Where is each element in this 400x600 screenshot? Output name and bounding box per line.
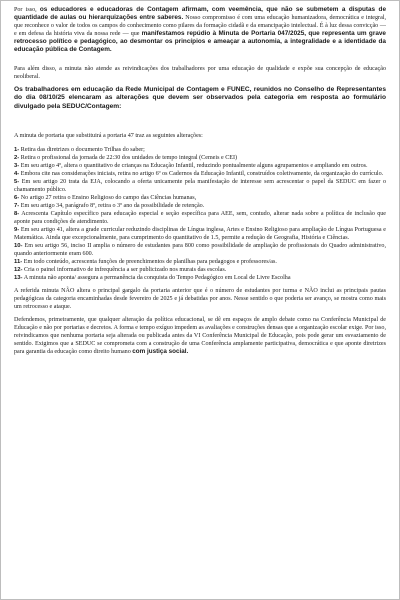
intro-lead: Por isso, (14, 7, 40, 13)
item-text: Em seu artigo 56, inciso II amplia o número de estudantes para 800 como possibilidade de ampliação de profissionais do Quadro administrativo, quando anteriormente eram 600. (14, 243, 386, 258)
item-text: Retira das diretrizes o documento Trilhas do saber; (19, 147, 145, 154)
item-text: Cria o painel informativo de infrequência a ser publicizado nos murais das escolas. (22, 267, 227, 274)
list-item (14, 178, 386, 194)
defense-text: Defendemos, primeiramente, que qualquer alteração da política educacional, se dê em espaços de amplo debate como na Conferência Municipal de Educação e não por portarias e decretos. A forma e tempo exíguo impedem as avaliações e construções densas que a organização escolar exige. Por isso, reivindicamos que nenhuma portaria seja alterada ou publicada antes da VI Conferência Municipal de Educação, pois pode gerar um esvaziamento de sentido. Exigimos que a SEDUC se comprometa com a construção de uma Conferência amplamente participativa, democrática e que aponte diretrizes para garantia da educação como direito humano (14, 317, 386, 356)
council-paragraph: Os trabalhadores em educação da Rede Municipal de Contagem e FUNEC, reunidos no Conselho de Representantes do dia 08/10/25 elencaram as alterações que devem ser observados pela categoria em resposta ao formulário divulgado pela SEDUC/Contagem: (14, 86, 386, 110)
defense-bold-end: com justiça social. (132, 348, 189, 356)
item-number: 2- (14, 155, 20, 162)
intro-bold-statement: os educadores e educadoras de Contagem afirmam, com veemência, que não se submetem a disputas de quantidade de aulas ou hierarquizações entre saberes. (14, 6, 386, 21)
item-text: Em todo conteúdo, acrescenta funções de preenchimentos de planilhas para pedagogos e professores/as. (22, 259, 277, 266)
item-text: Em seu artigo 41, altera a grade curricular reduzindo disciplinas de Língua inglesa, Artes e Ensino Religioso para ampliação de Língua Portuguesa e Matemática. Ainda que excepcionalmente, para cumprimento do quantitativo de 1.5, permite a redução de Geografia, História e Ciências. (14, 227, 386, 242)
changes-intro: A minuta de portaria que substituirá a portaria 47 traz as seguintes alterações: (14, 133, 203, 140)
item-number: 1- (14, 147, 20, 154)
item-number: 11- (14, 259, 23, 266)
item-text: Acrescenta Capítulo específico para educação especial e seção específica para AEE, sem, contudo, alterar nada sobre a política de inclusão que aponte para condições de atendimento. (14, 211, 386, 226)
item-text: Em seu artigo 20 trata da EJA, colocando a oferta unicamente pela manifestação de interesse sem acrescentar o papel da SEDUC em fazer o chamamento público. (14, 179, 386, 194)
list-item (14, 266, 386, 274)
item-number: 12- (14, 267, 23, 274)
intro-bold-repudio: manifestamos repúdio à Minuta de Portaria 047/2025, que representa um grave retrocesso político e pedagógico, ao desmontar os princípios e ameaçar a autonomia, a integralidade e a identidade da educação pública de Contagem. (14, 30, 386, 53)
item-number: 7- (14, 203, 20, 210)
item-number: 5- (14, 179, 20, 186)
item-text: A minuta não aponta/ assegura a permanência da conquista do Tempo Pedagógico em Local de Livre Escolha (22, 275, 291, 282)
gargalo-paragraph: A referida minuta NÃO altera o principal gargalo da portaria anterior que é o número de estudantes por turma e NÃO inclui as principais pautas pedagógicas da categoria encaminhadas desde fevereiro de 2025 e já debatidas por anos. Nesse sentido o que poderia ser avanço, se mostra como mais um retrocesso e ataque. (14, 288, 386, 311)
item-text: Em seu artigo 4º, altera o quantitativo de crianças na Educação Infantil, reduzindo pontualmente alguns agrupamentos e ampliando em outros. (19, 163, 368, 170)
list-item (14, 226, 386, 242)
item-number: 6- (14, 195, 20, 202)
item-text: Retira o profissional da jornada de 22:30 dos unidades de tempo integral (Cemeis e CEI) (19, 155, 238, 162)
list-item (14, 146, 386, 154)
list-item (14, 170, 386, 178)
item-number: 10- (14, 243, 23, 250)
list-item (14, 274, 386, 282)
list-item (14, 162, 386, 170)
intro-paragraph (14, 6, 386, 54)
item-text: Embora cite nas considerações iniciais, retira no artigo 6º os Cadernos da Educação Infantil, construídos coletivamente, da organização do currículo. (19, 171, 384, 178)
list-item (14, 202, 386, 210)
item-number: 4- (14, 171, 20, 178)
item-text: No artigo 27 retira o Ensino Religioso do campo das Ciências humanas, (19, 195, 197, 202)
neoliberal-paragraph: Para além disso, a minuta não atende as reivindicações dos trabalhadores por uma educação de qualidade e expõe sua concepção de educação neoliberal. (14, 66, 386, 80)
item-number: 9- (14, 227, 20, 234)
list-item (14, 210, 386, 226)
list-item (14, 258, 386, 266)
item-number: 8- (14, 211, 20, 218)
intro-text: Nosso compromisso é com uma educação humanizadora, democrática e integral, que reconhece o valor de todos os campos do conhecimento como pilares da formação cidadã e da emancipação intelectual. É à luz dessa convicção — e em defesa da história viva da nossa rede — que (14, 15, 387, 37)
list-item (14, 194, 386, 202)
list-item (14, 154, 386, 162)
list-item (14, 242, 386, 258)
item-text: Em seu artigo 34, parágrafo 8º, retira o 3º ano da possibilidade de retenção. (19, 203, 205, 210)
item-number: 3- (14, 163, 20, 170)
defense-paragraph (14, 316, 386, 356)
item-number: 13- (14, 275, 23, 282)
changes-list (14, 146, 386, 282)
